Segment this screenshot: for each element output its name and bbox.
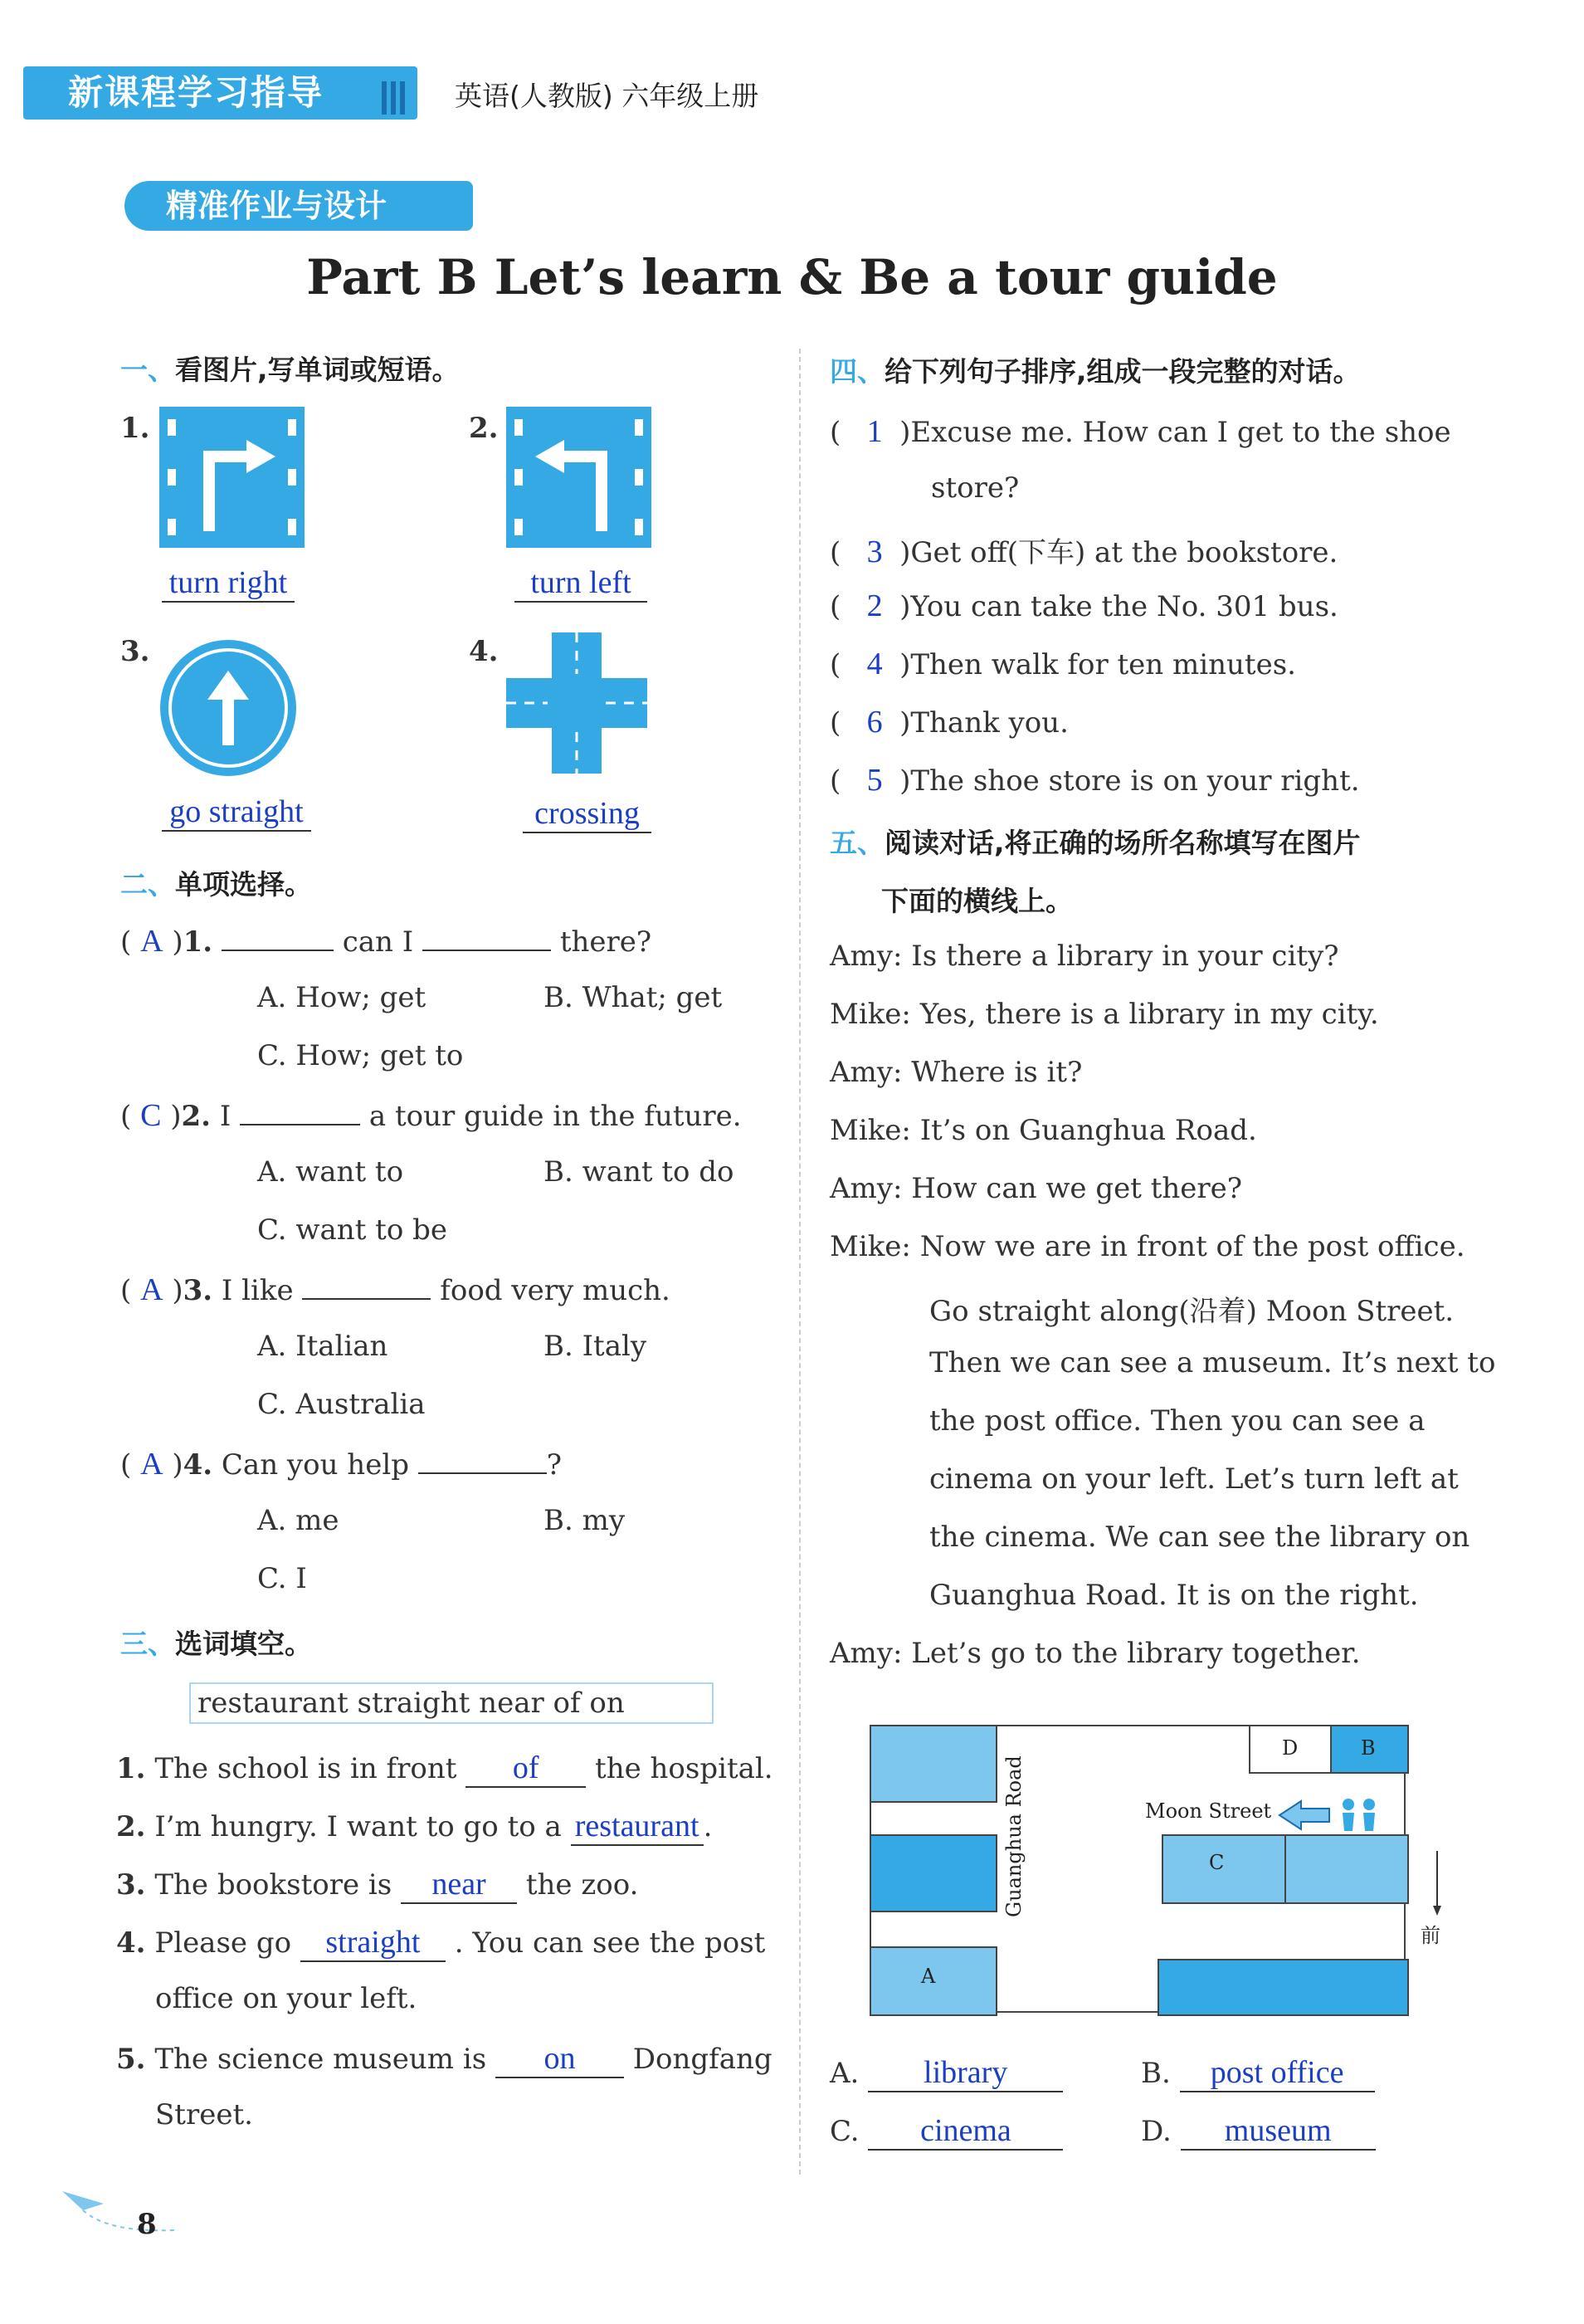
mc-question-4: ( A )4. Can you help ? [120, 1447, 562, 1482]
map-block [1284, 1834, 1409, 1904]
order-item: ( 2 )You can take the No. 301 bus. [830, 588, 1338, 623]
option-b: B. What; get [543, 981, 723, 1014]
section-tag-label: 精准作业与设计 [166, 188, 387, 224]
dialog-line: the post office. Then you can see a [929, 1404, 1426, 1438]
map-answer-d: D. museum [1141, 2112, 1376, 2151]
fill-item-5-cont: Street. [155, 2098, 253, 2131]
order-item: ( 3 )Get off(下车) at the bookstore. [830, 535, 1338, 569]
order-item: ( 5 )The shoe store is on your right. [830, 763, 1360, 798]
dialog-line: Mike: Now we are in front of the post office. [830, 1230, 1465, 1263]
item-number: 4. [469, 635, 499, 668]
word-box: restaurant straight near of on [189, 1682, 714, 1724]
column-divider [799, 349, 801, 2175]
go-straight-sign-icon [158, 637, 299, 779]
section1-heading: 一、看图片,写单词或短语。 [120, 354, 460, 386]
mc-question-3: ( A )3. I like food very much. [120, 1272, 670, 1307]
map-answer-b: B. post office [1141, 2054, 1375, 2092]
map-block-d: D [1249, 1725, 1335, 1774]
dialog-line: Amy: How can we get there? [830, 1172, 1243, 1205]
map-block [1158, 1959, 1409, 2016]
mc-question-2: ( C )2. I a tour guide in the future. [120, 1098, 742, 1133]
order-item: ( 6 )Thank you. [830, 705, 1069, 740]
direction-arrow-and-people-icon [1278, 1794, 1386, 1836]
option-a: A. me [257, 1504, 339, 1537]
option-a: A. want to [257, 1155, 404, 1189]
fill-item-3: 3. The bookstore is near the zoo. [116, 1866, 638, 1904]
dialog-line: the cinema. We can see the library on [929, 1521, 1470, 1554]
header-bars-decoration [382, 81, 409, 118]
order-item-cont: store? [931, 471, 1020, 505]
order-item: ( 1 )Excuse me. How can I get to the shoe [830, 414, 1451, 449]
turn-left-sign-icon [506, 407, 651, 548]
section2-heading: 二、单项选择。 [120, 868, 312, 901]
dialog-line: Amy: Let’s go to the library together. [830, 1637, 1361, 1670]
dialog-line: Mike: Yes, there is a library in my city. [830, 998, 1379, 1031]
option-a: A. Italian [257, 1330, 388, 1363]
option-b: B. Italy [543, 1330, 647, 1363]
page-number: 8 [137, 2208, 157, 2241]
dialog-line: Guanghua Road. It is on the right. [929, 1579, 1419, 1612]
dialog-line: Then we can see a museum. It’s next to [929, 1346, 1496, 1379]
fill-item-1: 1. The school is in front of the hospital. [116, 1750, 773, 1788]
option-c: C. Australia [257, 1388, 426, 1421]
road-label-moon-street: Moon Street [1145, 1799, 1272, 1823]
book-title: 新课程学习指导 [68, 72, 324, 113]
item-number: 2. [469, 412, 499, 445]
option-c: C. want to be [257, 1213, 447, 1247]
map-block-b: B [1330, 1725, 1409, 1774]
section3-heading: 三、选词填空。 [120, 1628, 312, 1660]
section5-heading: 五、阅读对话,将正确的场所名称填写在图片 [830, 827, 1361, 859]
dialog-line: Amy: Where is it? [830, 1056, 1083, 1089]
section4-heading: 四、给下列句子排序,组成一段完整的对话。 [830, 355, 1361, 388]
turn-right-sign-icon [159, 407, 305, 548]
forward-label: 前 [1421, 1924, 1440, 1947]
mc-question-1: ( A )1. can I there? [120, 924, 652, 959]
dialog-line: cinema on your left. Let’s turn left at [929, 1462, 1459, 1496]
crossing-sign-icon [506, 632, 647, 774]
fill-item-2: 2. I’m hungry. I want to go to a restaurant . [116, 1808, 712, 1846]
dialog-line: Go straight along(沿着) Moon Street. [929, 1295, 1455, 1328]
item-number: 1. [120, 412, 150, 445]
option-a: A. How; get [257, 981, 426, 1014]
road-label-guanghua: Guanghua Road [1002, 1755, 1026, 1917]
section5-heading-cont: 下面的横线上。 [881, 885, 1073, 917]
dialog-line: Mike: It’s on Guanghua Road. [830, 1114, 1257, 1147]
order-item: ( 4 )Then walk for ten minutes. [830, 647, 1296, 681]
answer-turn-left: turn left [514, 564, 647, 603]
answer-turn-right: turn right [162, 564, 295, 603]
item-number: 3. [120, 635, 150, 668]
map-block-a: A [870, 1946, 997, 2016]
answer-crossing: crossing [523, 795, 651, 833]
street-map [870, 1725, 1406, 2013]
page-title: Part B Let’s learn & Be a tour guide [306, 249, 1278, 305]
book-subtitle: 英语(人教版) 六年级上册 [455, 80, 759, 112]
map-answer-a: A. library [830, 2054, 1063, 2092]
option-c: C. How; get to [257, 1039, 464, 1072]
map-block [870, 1834, 997, 1912]
paper-plane-icon [58, 2187, 183, 2237]
dialog-line: Amy: Is there a library in your city? [830, 940, 1339, 973]
fill-item-5: 5. The science museum is on Dongfang [116, 2040, 773, 2078]
forward-arrow-icon [1432, 1851, 1442, 1917]
fill-item-4-cont: office on your left. [155, 1982, 417, 2015]
map-answer-c: C. cinema [830, 2112, 1063, 2151]
fill-item-4: 4. Please go straight . You can see the post [116, 1924, 765, 1962]
answer-go-straight: go straight [162, 793, 311, 832]
option-b: B. my [543, 1504, 626, 1537]
map-block [870, 1725, 997, 1803]
map-block-c: C [1162, 1834, 1289, 1904]
option-b: B. want to do [543, 1155, 734, 1189]
option-c: C. I [257, 1562, 307, 1595]
